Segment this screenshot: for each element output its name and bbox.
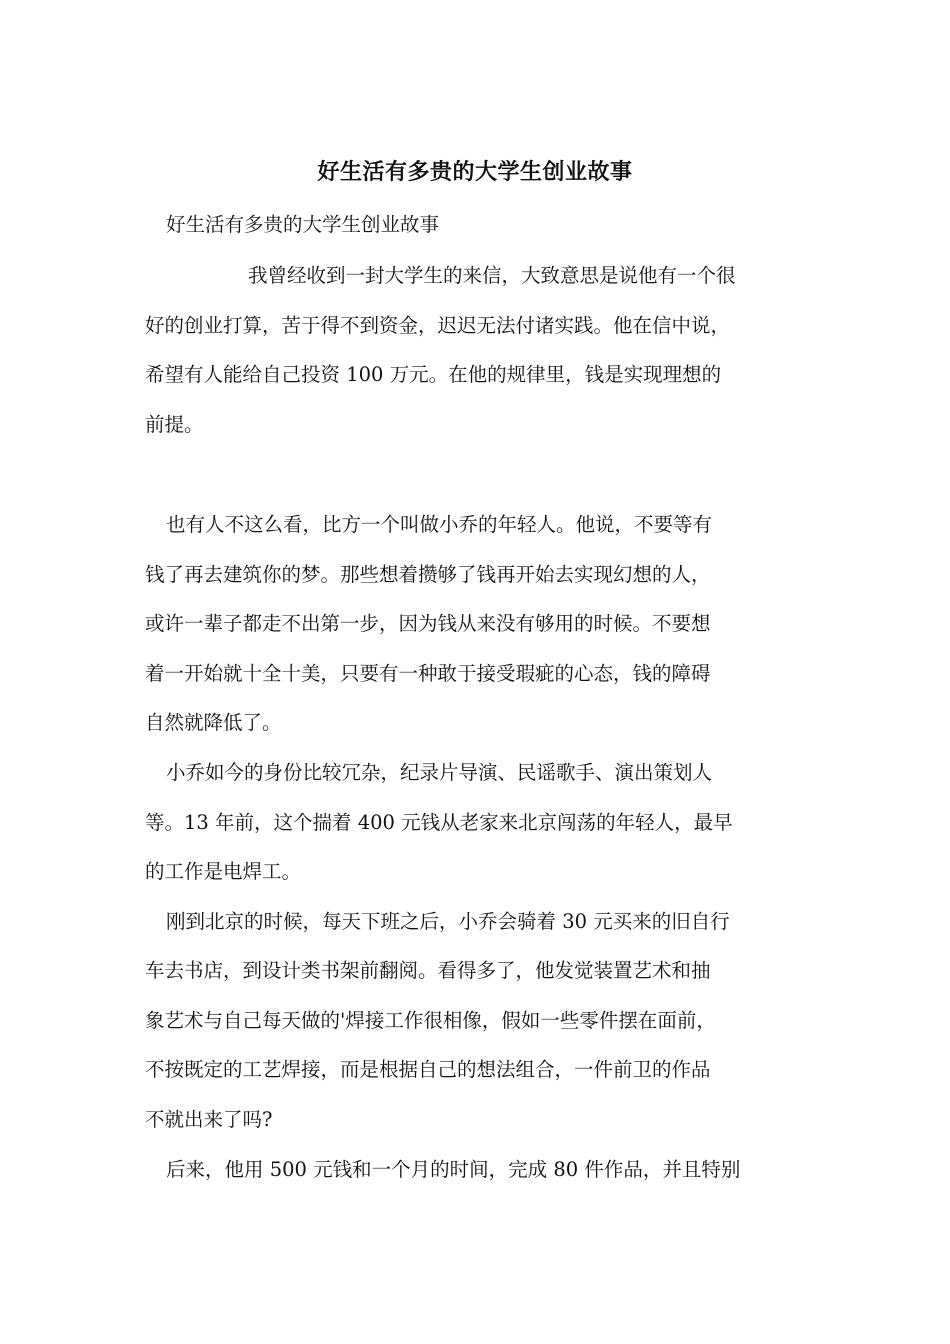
paragraph-line: 着一开始就十全十美，只要有一种敢于接受瑕疵的心态，钱的障碍	[145, 662, 711, 685]
paragraph-line: 不按既定的工艺焊接，而是根据自己的想法组合，一件前卫的作品	[145, 1058, 711, 1081]
paragraph-line: 我曾经收到一封大学生的来信，大致意思是说他有一个很	[248, 264, 736, 287]
subtitle-line: 好生活有多贵的大学生创业故事	[166, 213, 440, 236]
paragraph-line: 不就出来了吗?	[145, 1108, 273, 1131]
paragraph-line: 好的创业打算，苦于得不到资金，迟迟无法付诸实践。他在信中说，	[145, 314, 731, 337]
document-title: 好生活有多贵的大学生创业故事	[317, 159, 633, 185]
paragraph-line: 或许一辈子都走不出第一步，因为钱从来没有够用的时候。不要想	[145, 612, 711, 635]
paragraph-line: 等。13 年前，这个揣着 400 元钱从老家来北京闯荡的年轻人，最早	[145, 811, 733, 834]
paragraph-line: 后来，他用 500 元钱和一个月的时间，完成 80 件作品，并且特别	[166, 1158, 741, 1181]
paragraph-line: 也有人不这么看，比方一个叫做小乔的年轻人。他说，不要等有	[166, 513, 713, 536]
paragraph-line: 的工作是电焊工。	[145, 860, 302, 883]
paragraph-line: 车去书店，到设计类书架前翻阅。看得多了，他发觉装置艺术和抽	[145, 959, 711, 982]
paragraph-line: 小乔如今的身份比较冗杂，纪录片导演、民谣歌手、演出策划人	[166, 761, 713, 784]
paragraph-line: 前提。	[145, 413, 204, 436]
paragraph-line: 象艺术与自己每天做的'焊接工作很相像，假如一些零件摆在面前，	[145, 1009, 716, 1032]
paragraph-line: 刚到北京的时候，每天下班之后，小乔会骑着 30 元买来的旧自行	[166, 910, 730, 933]
paragraph-line: 自然就降低了。	[145, 711, 282, 734]
paragraph-line: 钱了再去建筑你的梦。那些想着攒够了钱再开始去实现幻想的人，	[145, 563, 711, 586]
paragraph-line: 希望有人能给自己投资 100 万元。在他的规律里，钱是实现理想的	[145, 363, 722, 386]
